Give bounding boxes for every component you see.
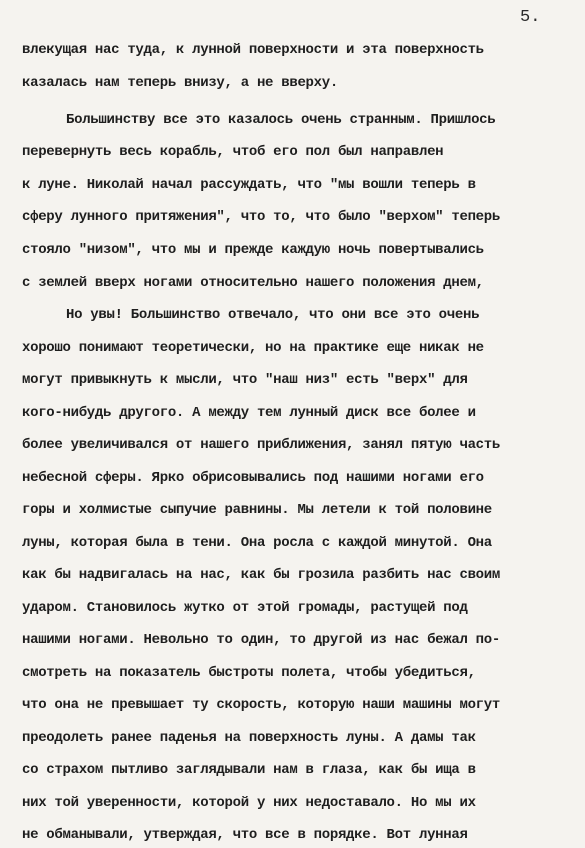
text-line: к луне. Николай начал рассуждать, что "мы вошли теперь в — [22, 177, 476, 193]
text-line: казалась нам теперь внизу, а не вверху. — [22, 75, 338, 91]
text-line: преодолеть ранее паденья на поверхность луны. А дамы так — [22, 730, 476, 746]
text-line: сферу лунного притяжения", что то, что было "верхом" теперь — [22, 209, 500, 225]
text-line: что она не превышает ту скорость, которую наши машины могут — [22, 697, 500, 713]
text-line: Но увы! Большинство отвечало, что они все это очень — [66, 307, 480, 323]
text-line: со страхом пытливо заглядывали нам в глаза, как бы ища в — [22, 762, 476, 778]
text-line: хорошо понимают теоретически, но на практике еще никак не — [22, 340, 484, 356]
text-line: как бы надвигалась на нас, как бы грозила разбить нас своим — [22, 567, 500, 583]
text-line: не обманывали, утверждая, что все в порядке. Вот лунная — [22, 827, 468, 843]
text-line: Большинству все это казалось очень странным. Пришлось — [66, 112, 496, 128]
text-line: ударом. Становилось жутко от этой громады, растущей под — [22, 600, 468, 616]
page-number: 5. — [520, 8, 541, 27]
text-line: них той уверенности, которой у них недоставало. Но мы их — [22, 795, 476, 811]
text-line: стояло "низом", что мы и прежде каждую ночь повертывались — [22, 242, 484, 258]
text-line: перевернуть весь корабль, чтоб его пол был направлен — [22, 144, 444, 160]
text-line: более увеличивался от нашего приближения, занял пятую часть — [22, 437, 500, 453]
text-line: небесной сферы. Ярко обрисовывались под нашими ногами его — [22, 470, 484, 486]
text-line: смотреть на показатель быстроты полета, чтобы убедиться, — [22, 665, 476, 681]
text-line: с землей вверх ногами относительно нашего положения днем, — [22, 275, 484, 291]
text-line: луны, которая была в тени. Она росла с каждой минутой. Она — [22, 535, 492, 551]
text-line: нашими ногами. Невольно то один, то другой из нас бежал по- — [22, 632, 500, 648]
text-line: могут привыкнуть к мысли, что "наш низ" есть "верх" для — [22, 372, 468, 388]
text-line: кого-нибудь другого. А между тем лунный диск все более и — [22, 405, 476, 421]
text-line: горы и холмистые сыпучие равнины. Мы летели к той половине — [22, 502, 492, 518]
text-line: влекущая нас туда, к лунной поверхности и эта поверхность — [22, 42, 484, 58]
